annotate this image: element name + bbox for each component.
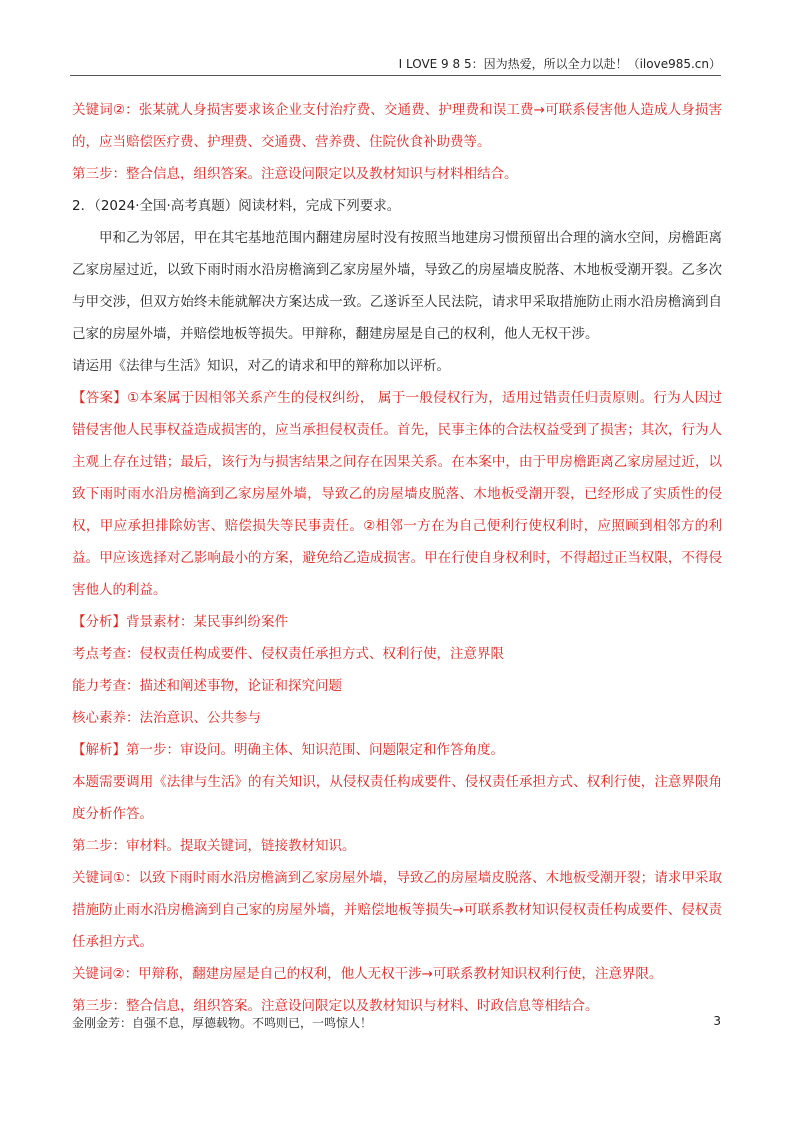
page-number: 3 (713, 1014, 721, 1028)
document-body (72, 94, 722, 1022)
question-prompt: 请运用《法律与生活》知识，对乙的请求和甲的辩称加以评析。 (72, 358, 450, 374)
explanation-step1: 【解析】第一步：审设问。明确主体、知识范围、问题限定和作答角度。 (72, 742, 504, 758)
analysis-ability: 能力考查：描述和阐述事物，论证和探究问题 (72, 678, 342, 694)
analysis-background: 【分析】背景素材：某民事纠纷案件 (72, 614, 288, 630)
explanation-keyword-2: 关键词②：甲辩称，翻建房屋是自己的权利，他人无权干涉→可联系教材知识权利行使，注意界限。 (72, 966, 663, 982)
analysis-topics: 考点考查：侵权责任构成要件、侵权责任承担方式、权利行使，注意界限 (72, 646, 504, 662)
explanation-step3: 第三步：整合信息，组织答案。注意设问限定以及教材知识与材料、时政信息等相结合。 (72, 998, 599, 1014)
paragraph-keyword-2-prev: 关键词②：张某就人身损害要求该企业支付治疗费、交通费、护理费和误工费→可联系侵害他人造成人身损害的，应当赔偿医疗费、护理费、交通费、营养费、住院伙食补助费等。 (72, 102, 722, 150)
question-material: 甲和乙为邻居，甲在其宅基地范围内翻建房屋时没有按照当地建房习惯预留出合理的滴水空间，房檐距离乙家房屋过近，以致下雨时雨水沿房檐滴到乙家房屋外墙，导致乙的房屋墙皮脱落、木地板受潮开裂。乙多次与甲交涉，但双方始终未能就解决方案达成一致。乙遂诉至人民法院，请求甲采取措施防止雨水沿房檐滴到自己家的房屋外墙，并赔偿地板等损失。甲辩称，翻建房屋是自己的权利，他人无权干涉。 (72, 230, 722, 342)
analysis-literacy: 核心素养：法治意识、公共参与 (72, 710, 261, 726)
header-text: I LOVE 9 8 5：因为热爱，所以全力以赴！（ilove985.cn） (398, 57, 721, 71)
paragraph-step3-prev: 第三步：整合信息，组织答案。注意设问限定以及教材知识与材料相结合。 (72, 166, 518, 182)
answer-paragraph: 【答案】①本案属于因相邻关系产生的侵权纠纷， 属于一般侵权行为，适用过错责任归责原则。行为人因过错侵害他人民事权益造成损害的，应当承担侵权责任。首先，民事主体的合法权益受到了损害；其次，行为人主观上存在过错；最后，该行为与损害结果之间存在因果关系。在本案中，由于甲房檐距离乙家房屋过近，以致下雨时雨水沿房檐滴到乙家房屋外墙，导致乙的房屋墙皮脱落、木地板受潮开裂，已经形成了实质性的侵权，甲应承担排除妨害、赔偿损失等民事责任。②相邻一方在为自己便利行使权利时，应照顾到相邻方的利益。甲应该选择对乙影响最小的方案，避免给乙造成损害。甲在行使自身权利时，不得超过正当权限，不得侵害他人的利益。 (72, 390, 722, 598)
question-title: 2．（2024·全国·高考真题）阅读材料，完成下列要求。 (72, 198, 401, 214)
explanation-keyword-1: 关键词①：以致下雨时雨水沿房檐滴到乙家房屋外墙，导致乙的房屋墙皮脱落、木地板受潮开裂；请求甲采取措施防止雨水沿房檐滴到自己家的房屋外墙，并赔偿地板等损失→可联系教材知识侵权责任构成要件、侵权责任承担方式。 (72, 870, 722, 950)
page-header (70, 55, 721, 76)
footer-motto: 金刚金芳：自强不息，厚德载物。不鸣则已，一鸣惊人！ (72, 1016, 373, 1030)
explanation-step1-detail: 本题需要调用《法律与生活》的有关知识，从侵权责任构成要件、侵权责任承担方式、权利行使，注意界限角度分析作答。 (72, 774, 722, 822)
explanation-step2: 第二步：审材料。提取关键词，链接教材知识。 (72, 838, 356, 854)
